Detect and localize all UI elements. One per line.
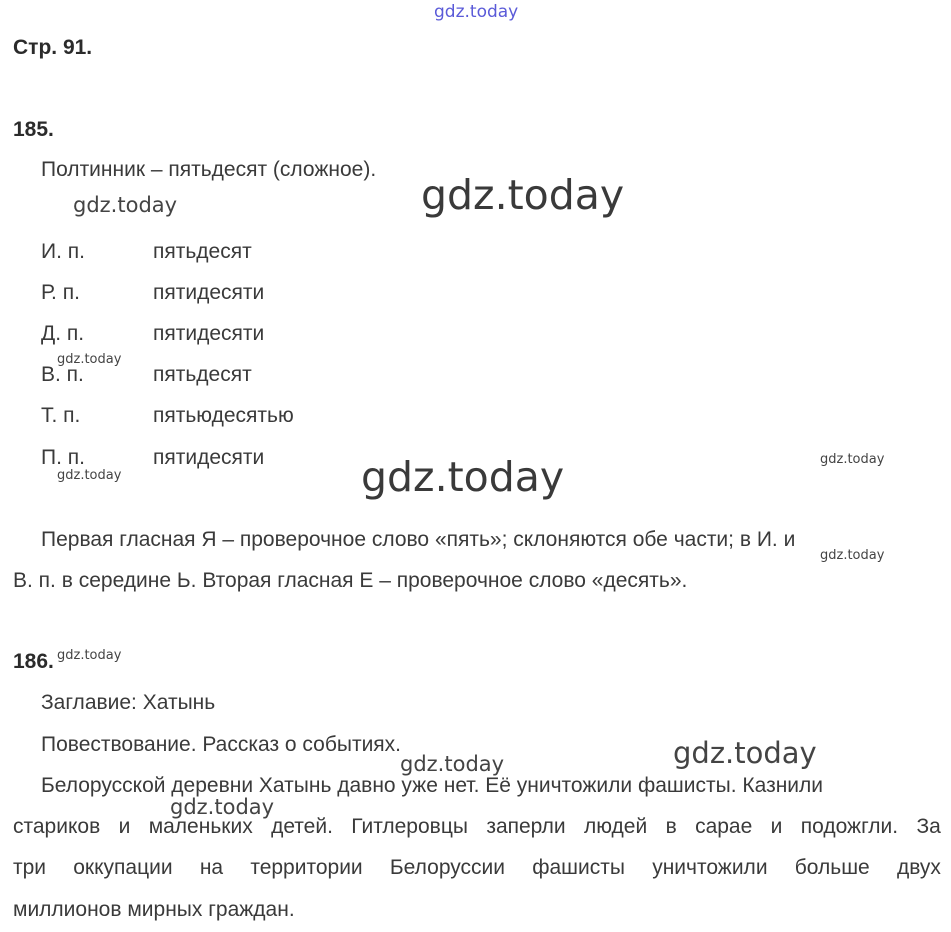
exercise-186-type-line: Повествование. Рассказ о событиях. <box>41 733 402 756</box>
case-label: Р. п. <box>41 281 80 304</box>
watermark-medium: gdz.today <box>73 193 178 217</box>
word: оккупации <box>73 856 173 879</box>
top-watermark: gdz.today <box>434 2 519 22</box>
case-form: пятьдесят <box>153 363 252 386</box>
word: Белоруссии <box>389 856 505 879</box>
exercise-185-number: 185. <box>13 118 54 141</box>
case-label: П. п. <box>41 446 85 469</box>
word: в <box>665 815 677 838</box>
word: и <box>118 815 131 838</box>
word: сарае <box>695 815 753 838</box>
exercise-186-text-line-3 <box>13 856 941 880</box>
word: территории <box>250 856 363 879</box>
exercise-186-number: 186. <box>13 650 54 673</box>
exercise-186-text-line-1: Белорусской деревни Хатынь давно уже нет. Её уничтожили фашисты. Казнили <box>41 774 824 797</box>
watermark-medium: gdz.today <box>170 795 275 819</box>
word: больше <box>794 856 870 879</box>
exercise-185-explanation-line-2: В. п. в середине Ь. Вторая гласная Е – проверочное слово «десять». <box>13 569 688 592</box>
watermark-small: gdz.today <box>57 352 122 367</box>
word: За <box>916 815 941 838</box>
word: на <box>199 856 224 879</box>
watermark-small: gdz.today <box>57 648 122 663</box>
page-label: Стр. 91. <box>13 36 93 59</box>
word: Гитлеровцы <box>351 815 468 838</box>
exercise-185-intro: Полтинник – пятьдесят (сложное). <box>41 158 377 181</box>
case-label: Д. п. <box>41 322 85 345</box>
exercise-185-explanation-line-1: Первая гласная Я – проверочное слово «пять»; склоняются обе части; в И. и <box>41 528 796 551</box>
watermark-medium: gdz.today <box>673 736 817 770</box>
case-label: В. п. <box>41 363 84 386</box>
watermark-medium: gdz.today <box>400 752 505 776</box>
word: три <box>13 856 47 879</box>
case-label: И. п. <box>41 240 85 263</box>
word: двух <box>896 856 941 879</box>
word: подожгли. <box>800 815 899 838</box>
watermark-small: gdz.today <box>820 548 885 563</box>
word: маленьких <box>148 815 253 838</box>
exercise-186-text-line-4: миллионов мирных граждан. <box>13 898 295 921</box>
word: уничтожили <box>652 856 768 879</box>
case-form: пятидесяти <box>153 281 265 304</box>
watermark-small: gdz.today <box>820 452 885 467</box>
word: стариков <box>13 815 101 838</box>
case-form: пятидесяти <box>153 322 265 345</box>
word: людей <box>583 815 648 838</box>
case-form: пятьюдесятью <box>153 404 294 427</box>
case-form: пятидесяти <box>153 446 265 469</box>
watermark-large: gdz.today <box>421 171 625 219</box>
word: детей. <box>271 815 333 838</box>
exercise-186-title-line: Заглавие: Хатынь <box>41 691 216 714</box>
case-form: пятьдесят <box>153 240 252 263</box>
case-label: Т. п. <box>41 404 81 427</box>
word: заперли <box>486 815 566 838</box>
watermark-large: gdz.today <box>361 453 565 501</box>
word: и <box>770 815 783 838</box>
word: фашисты <box>532 856 625 879</box>
exercise-186-text-line-2 <box>13 815 941 839</box>
watermark-small: gdz.today <box>57 468 122 483</box>
